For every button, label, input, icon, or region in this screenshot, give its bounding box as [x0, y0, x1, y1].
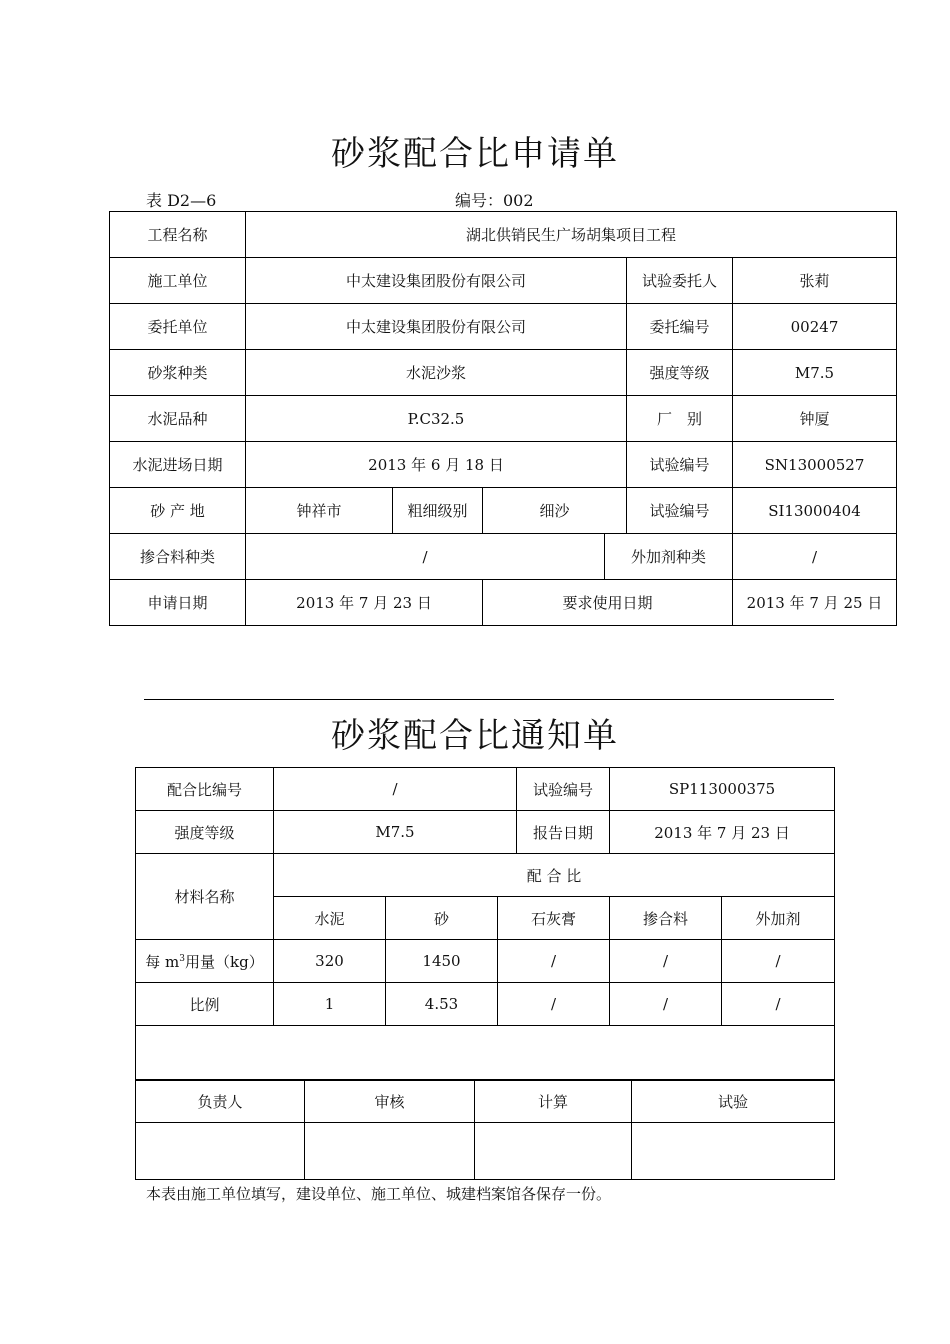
material-lime: 石灰膏: [498, 897, 610, 940]
usage-admixture: /: [610, 940, 722, 983]
table-row: [136, 854, 835, 897]
required-date-label: 要求使用日期: [483, 580, 733, 626]
notice-title: 砂浆配合比通知单: [331, 716, 619, 756]
sign-review-label: 审核: [305, 1081, 475, 1123]
test-no-label-2: 试验编号: [627, 488, 733, 534]
required-date: 2013 年 7 月 25 日: [733, 580, 897, 626]
usage-label: 每 $m^3$用量（kg）: [136, 940, 274, 983]
table-row: [136, 940, 835, 983]
entrust-person: 张莉: [733, 258, 897, 304]
construction-unit: 中太建设集团股份有限公司: [246, 258, 627, 304]
project-name: 湖北供销民生广场胡集项目工程: [246, 212, 897, 258]
sand-origin-label: 砂 产 地: [110, 488, 246, 534]
sign-review: [305, 1123, 475, 1180]
test-no-2: SI13000404: [733, 488, 897, 534]
usage-sand: 1450: [386, 940, 498, 983]
table-row: [136, 768, 835, 811]
ratio-cement: 1: [274, 983, 386, 1026]
report-date-label: 报告日期: [517, 811, 610, 854]
usage-additive: /: [722, 940, 835, 983]
mortar-type: 水泥沙浆: [246, 350, 627, 396]
application-table: [109, 211, 897, 626]
notice-strength: M7.5: [274, 811, 517, 854]
table-row: [136, 1026, 835, 1080]
table-row: [136, 983, 835, 1026]
table-row: [110, 212, 897, 258]
report-date: 2013 年 7 月 23 日: [610, 811, 835, 854]
signature-table: [135, 1080, 835, 1180]
entrust-person-label: 试验委托人: [627, 258, 733, 304]
table-row: [110, 258, 897, 304]
notice-test-no: SP113000375: [610, 768, 835, 811]
sand-origin: 钟祥市: [246, 488, 393, 534]
table-row: [110, 488, 897, 534]
strength-grade: M7.5: [733, 350, 897, 396]
admixture-label: 掺合料种类: [110, 534, 246, 580]
table-row: [110, 350, 897, 396]
admixture: /: [246, 534, 605, 580]
notice-test-no-label: 试验编号: [517, 768, 610, 811]
table-row: [110, 534, 897, 580]
test-no-label-1: 试验编号: [627, 442, 733, 488]
ratio-sand: 4.53: [386, 983, 498, 1026]
ratio-admixture: /: [610, 983, 722, 1026]
cement-type-label: 水泥品种: [110, 396, 246, 442]
notice-strength-label: 强度等级: [136, 811, 274, 854]
apply-date: 2013 年 7 月 23 日: [246, 580, 483, 626]
application-title: 砂浆配合比申请单: [331, 134, 619, 174]
fineness-label: 粗细级别: [393, 488, 483, 534]
strength-grade-label: 强度等级: [627, 350, 733, 396]
material-additive: 外加剂: [722, 897, 835, 940]
form-code: 表 D2—6: [146, 191, 217, 210]
mix-no-label: 配合比编号: [136, 768, 274, 811]
sign-test: [632, 1123, 835, 1180]
sign-calc: [475, 1123, 632, 1180]
sign-calc-label: 计算: [475, 1081, 632, 1123]
remarks-cell: [136, 1026, 835, 1080]
mortar-type-label: 砂浆种类: [110, 350, 246, 396]
mix-ratio-label: 配 合 比: [274, 854, 835, 897]
cement-date-label: 水泥进场日期: [110, 442, 246, 488]
table-row: [110, 580, 897, 626]
table-row: [136, 811, 835, 854]
table-row: [110, 396, 897, 442]
ratio-additive: /: [722, 983, 835, 1026]
sign-responsible-label: 负责人: [136, 1081, 305, 1123]
additive: /: [733, 534, 897, 580]
table-row: [110, 304, 897, 350]
material-admixture: 掺合料: [610, 897, 722, 940]
fineness: 细沙: [483, 488, 627, 534]
cement-date: 2013 年 6 月 18 日: [246, 442, 627, 488]
factory: 钟厦: [733, 396, 897, 442]
table-row: [136, 1123, 835, 1180]
factory-label: 厂 别: [627, 396, 733, 442]
entrust-unit: 中太建设集团股份有限公司: [246, 304, 627, 350]
entrust-no-label: 委托编号: [627, 304, 733, 350]
sign-test-label: 试验: [632, 1081, 835, 1123]
entrust-unit-label: 委托单位: [110, 304, 246, 350]
ratio-label: 比例: [136, 983, 274, 1026]
project-name-label: 工程名称: [110, 212, 246, 258]
construction-unit-label: 施工单位: [110, 258, 246, 304]
material-cement: 水泥: [274, 897, 386, 940]
mix-no: /: [274, 768, 517, 811]
additive-label: 外加剂种类: [605, 534, 733, 580]
material-label: 材料名称: [136, 854, 274, 940]
material-sand: 砂: [386, 897, 498, 940]
usage-lime: /: [498, 940, 610, 983]
ratio-lime: /: [498, 983, 610, 1026]
entrust-no: 00247: [733, 304, 897, 350]
table-row: [136, 1081, 835, 1123]
form-number: 编号：002: [455, 191, 534, 210]
footnote: 本表由施工单位填写，建设单位、施工单位、城建档案馆各保存一份。: [146, 1185, 612, 1203]
apply-date-label: 申请日期: [110, 580, 246, 626]
usage-cement: 320: [274, 940, 386, 983]
section-divider: [144, 699, 834, 700]
table-row: [110, 442, 897, 488]
sign-responsible: [136, 1123, 305, 1180]
test-no-1: SN13000527: [733, 442, 897, 488]
cement-type: P.C32.5: [246, 396, 627, 442]
notice-table: [135, 767, 835, 1080]
